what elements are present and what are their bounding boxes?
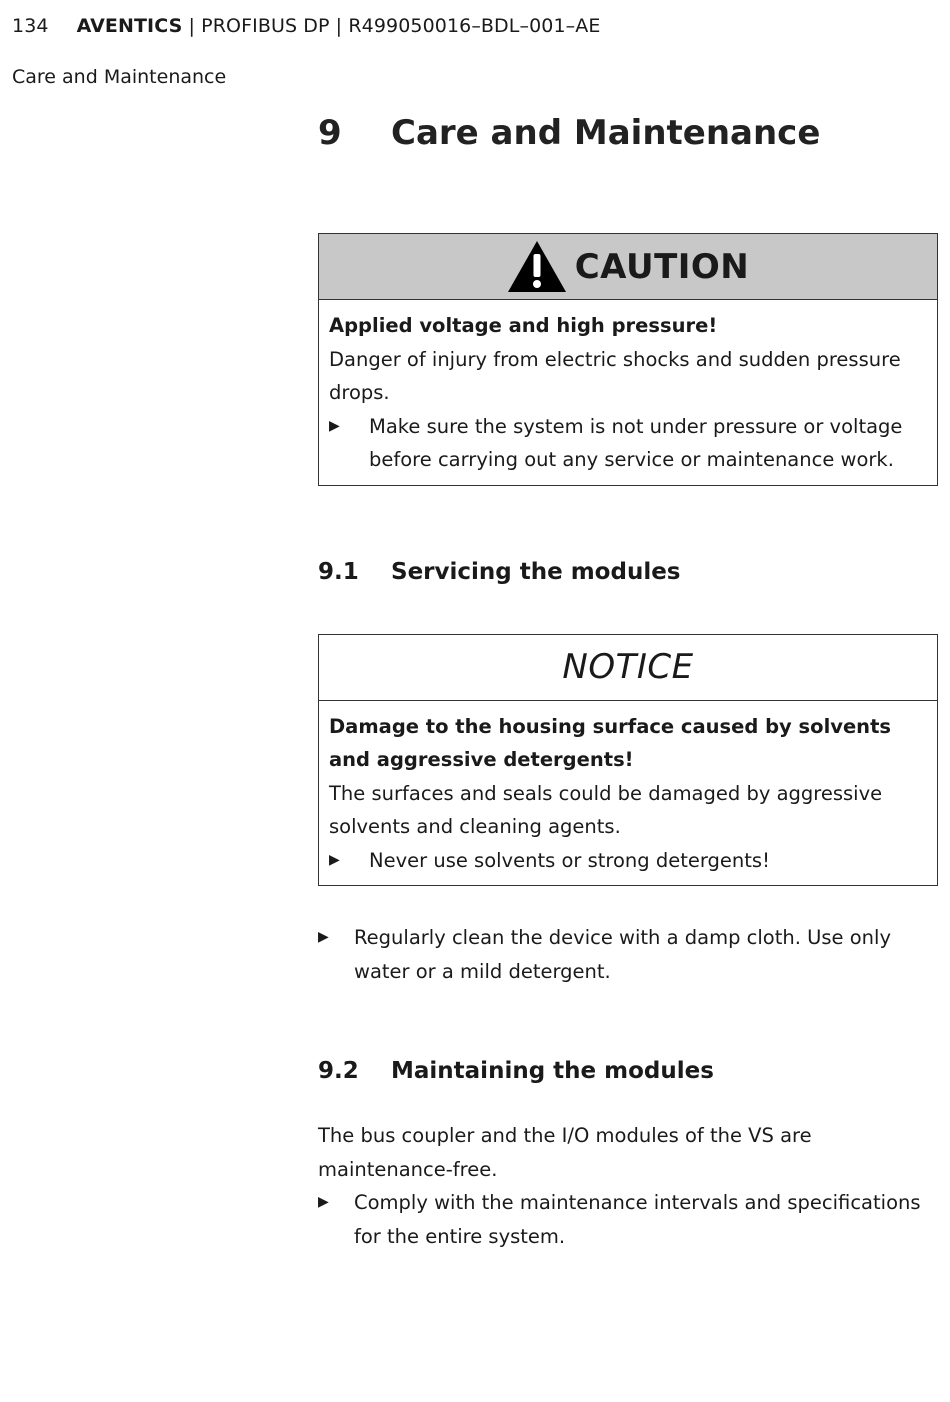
- page-number: 134: [12, 15, 49, 37]
- notice-signal-word: NOTICE: [562, 647, 694, 687]
- notice-box-header: [319, 635, 937, 701]
- section-title: Maintaining the modules: [391, 1058, 714, 1084]
- maintenance-paragraph: The bus coupler and the I/O modules of the VS are maintenance-free.: [318, 1124, 812, 1181]
- caution-box: [318, 233, 938, 486]
- caution-box-header: [319, 234, 937, 300]
- page-header: [12, 12, 600, 40]
- notice-consequence: The surfaces and seals could be damaged by aggressive solvents and cleaning agents.: [329, 781, 883, 838]
- cleaning-instruction: [318, 921, 938, 988]
- notice-action-text: Never use solvents or strong detergents!: [369, 848, 770, 872]
- section-number: 9.2: [318, 1058, 359, 1084]
- notice-box-body: [319, 701, 937, 886]
- bullet-marker: ▶: [318, 1194, 329, 1210]
- brand-name: AVENTICS: [76, 15, 183, 37]
- maintenance-instruction: [318, 1186, 938, 1253]
- bullet-marker: ▶: [318, 929, 329, 945]
- chapter-number: 9: [318, 113, 342, 153]
- section-heading-9-2: [318, 1055, 938, 1087]
- caution-consequence: Danger of injury from electric shocks and sudden pressure drops.: [329, 347, 901, 404]
- main-content: [318, 110, 938, 1253]
- bullet-marker: ▶: [329, 851, 340, 868]
- chapter-title: Care and Maintenance: [391, 113, 821, 153]
- cleaning-instruction-text: Regularly clean the device with a damp cloth. Use only water or a mild detergent.: [354, 926, 892, 983]
- warning-triangle-icon: [507, 240, 567, 293]
- caution-action: [329, 410, 927, 477]
- bullet-marker: ▶: [329, 417, 340, 434]
- caution-box-body: [319, 300, 937, 485]
- notice-box: [318, 634, 938, 887]
- section-heading-9-1: [318, 556, 938, 588]
- notice-hazard: Damage to the housing surface caused by solvents and aggressive detergents!: [329, 714, 891, 771]
- caution-hazard: Applied voltage and high pressure!: [329, 314, 718, 337]
- caution-action-text: Make sure the system is not under pressure or voltage before carrying out any service or maintenance work.: [369, 414, 903, 471]
- section-number: 9.1: [318, 558, 359, 585]
- chapter-heading: [318, 110, 938, 156]
- section-title: Servicing the modules: [391, 558, 681, 585]
- running-section-title: Care and Maintenance: [12, 66, 227, 88]
- document-id: | PROFIBUS DP | R499050016–BDL–001–AE: [182, 15, 601, 37]
- caution-signal-word: CAUTION: [574, 246, 750, 287]
- notice-action: [329, 844, 927, 878]
- maintenance-instruction-text: Comply with the maintenance intervals and specifications for the entire system.: [354, 1191, 921, 1248]
